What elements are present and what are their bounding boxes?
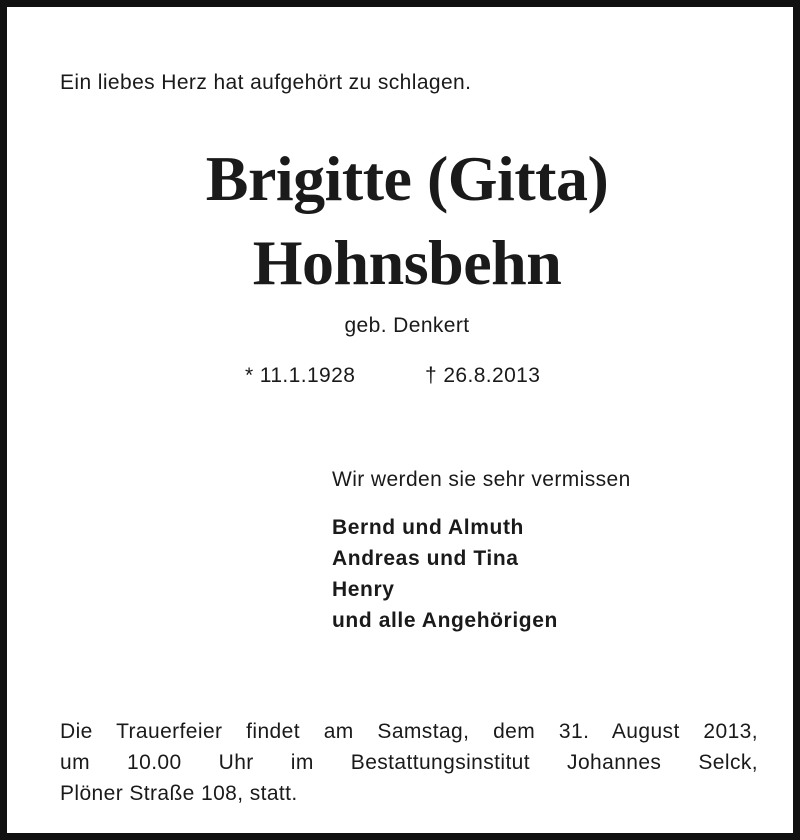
ceremony-info <box>60 716 758 809</box>
ceremony-line: Plöner Straße 108, statt. <box>60 782 298 805</box>
ceremony-line: Die Trauerfeier findet am Samstag, dem 31. August 2013, <box>60 720 758 743</box>
ceremony-line: um 10.00 Uhr im Bestattungsinstitut Johannes Selck, <box>60 751 758 774</box>
mourner-item: und alle Angehörigen <box>332 609 558 632</box>
miss-line: Wir werden sie sehr vermissen <box>332 468 631 491</box>
mourner-item: Bernd und Almuth <box>332 516 524 539</box>
mourner-item: Andreas und Tina <box>332 547 519 570</box>
deceased-name-line1: Brigitte (Gitta) <box>205 143 609 214</box>
intro-text: Ein liebes Herz hat aufgehört zu schlagen. <box>60 71 472 94</box>
mourner-item: Henry <box>332 578 395 601</box>
deceased-name-line2: Hohnsbehn <box>252 227 562 298</box>
birth-date: * 11.1.1928 <box>245 364 356 387</box>
maiden-name: geb. Denkert <box>344 314 470 337</box>
death-date: † 26.8.2013 <box>425 364 541 387</box>
mourners-list <box>332 512 558 636</box>
